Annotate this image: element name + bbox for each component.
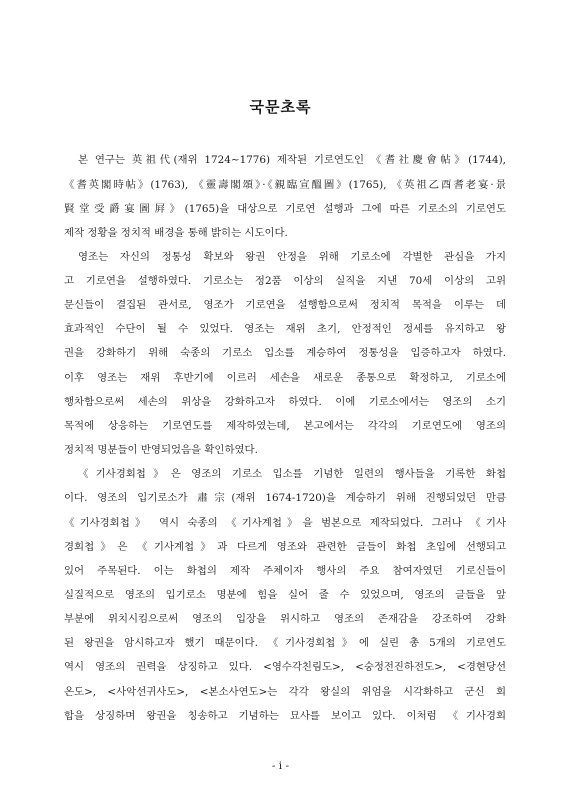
body-line: 정치적 명분들이 반영되었음을 확인하였다. (64, 444, 258, 456)
body-line: 온도>, <사악선귀사도>, <본소사연도>는 각각 왕실의 위엄을 시각화하고 군신 회 (64, 686, 506, 698)
page-number: - i - (271, 760, 290, 772)
body-line: 제작 정황을 정치적 배경을 통해 밝히는 시도이다. (64, 227, 288, 239)
body-line: 합을 상징하며 왕권을 칭송하고 기념하는 묘사를 보이고 있다. 이처럼 《기사경회 (64, 710, 506, 722)
body-line: 역시 영조의 권력을 상징하고 있다. <영수각친림도>, <숭정전진하전도>, <경현당선 (64, 661, 506, 673)
body-line: 본 연구는 英祖代(재위 1724∼1776) 제작된 기로연도인 《耆社慶會帖》(1744), (78, 154, 506, 166)
body-line: 있어 주목된다. 이는 화첩의 제작 주체이자 행사의 주요 참여자였던 기로신들이 (64, 565, 506, 577)
body-line: 영조는 자신의 정통성 확보와 왕권 안정을 위해 기로소에 각별한 관심을 가지 (78, 251, 506, 263)
body-line: 이후 영조는 재위 후반기에 이르러 세손을 새로운 종통으로 확정하고, 기로소에 (64, 372, 506, 384)
body-line: 권을 강화하기 위해 숙종의 기로소 입소를 계승하여 정통성을 입증하고자 하였다. (64, 347, 506, 359)
body-line: 경회첩》은 《기사계첩》과 다르게 영조와 관련한 글들이 화첩 초입에 선행되고 (64, 541, 506, 553)
body-line: 된 왕권을 암시하고자 했기 때문이다. 《기사경회첩》에 실린 총 5개의 기로연도 (64, 637, 506, 649)
body-line: 賢堂受爵宴圖屛》(1765)을 대상으로 기로연 설행과 그에 따른 기로소의 기로연도 (64, 203, 506, 215)
body-line: 이다. 영조의 입기로소가 肅宗(재위 1674-1720)을 계승하기 위해 진행되었던 만큼 (64, 492, 506, 504)
body-line: 《기사경회첩》은 영조의 기로소 입소를 기념한 일련의 행사들을 기록한 화첩 (78, 468, 506, 480)
body-line: 부분에 위치시킴으로써 영조의 입장을 위시하고 영조의 존재감을 강조하여 강화 (64, 613, 506, 625)
body-line: 효과적인 수단이 될 수 있었다. 영조는 재위 초기, 안정적인 정세를 유지하고 왕 (64, 323, 506, 335)
page-title: 국문초록 (249, 98, 312, 116)
body-line: 《耆英閣時帖》(1763), 《靈壽閣頌》·《親臨宣醞圖》(1765), 《英祖乙酉耆老宴·景 (64, 179, 506, 191)
body-line: 《기사경회첩》 역시 숙종의 《기사계첩》을 범본으로 제작되었다. 그러나 《기사 (64, 517, 506, 529)
body-line: 실질적으로 영조의 입기로소 명분에 힘을 실어 줄 수 있었으며, 영조의 글들을 앞 (64, 589, 506, 601)
body-line: 고 기로연을 설행하였다. 기로소는 정2품 이상의 실직을 지낸 70세 이상의 고위 (64, 275, 506, 287)
body-line: 목적에 상응하는 기로연도를 제작하였는데, 본고에서는 각각의 기로연도에 영조의 (64, 420, 506, 432)
body-line: 문신들이 결집된 관서로, 영조가 기로연을 설행함으로써 정치적 목적을 이루는 데 (64, 299, 506, 311)
body-line: 행차함으로써 세손의 위상을 강화하고자 하였다. 이에 기로소에서는 영조의 소기 (64, 396, 506, 408)
